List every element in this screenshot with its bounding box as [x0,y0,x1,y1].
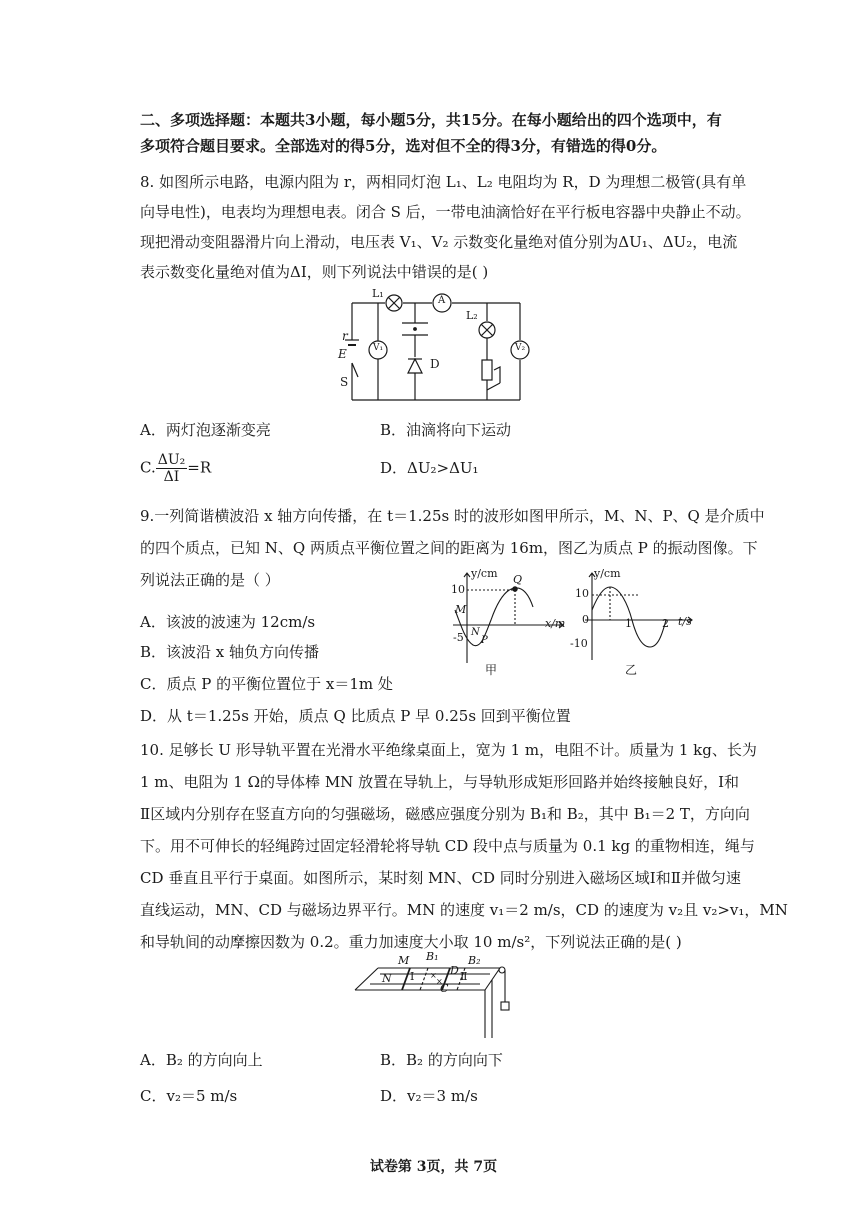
q9-line3: 列说法正确的是（ ） [140,571,280,589]
q10-label-B2: B₂ [468,954,481,967]
q10-option-b: B．B₂ 的方向向下 [380,1051,503,1069]
q9-wave-figure-jia [445,565,570,680]
q9-jia-Q: Q [513,573,523,586]
q9-jia-xlabel: x/m [545,617,566,630]
q9-option-c: C．质点 P 的平衡位置位于 x＝1m 处 [140,675,393,693]
q8-option-c [140,452,211,485]
q10-option-c: C．v₂＝5 m/s [140,1087,238,1105]
q10-option-d: D．v₂＝3 m/s [380,1087,478,1105]
q10-line1: 10. 足够长 U 形导轨平置在光滑水平绝缘桌面上，宽为 1 m，电阻不计。质量为 1 kg、长为 [140,741,757,759]
q8-line1: 8. 如图所示电路，电源内阻为 r，两相同灯泡 L₁、L₂ 电阻均为 R，D 为理想二极管(具有单 [140,173,747,191]
q8-option-c-fraction [156,452,188,485]
q10-label-M: M [398,954,410,967]
q10-option-a: A．B₂ 的方向向上 [140,1051,263,1069]
q8-label-E: E [338,347,347,361]
q9-jia-ytop: 10 [451,583,465,596]
q9-yi-t2: 2 [662,617,669,630]
q8-label-L2: L₂ [466,309,478,322]
q9-jia-ybot: -5 [453,631,464,644]
q9-vibration-figure-yi [570,565,700,680]
q9-jia-M: M [455,603,467,616]
q9-jia-N: N [471,627,480,638]
q9-yi-origin: 0 [582,613,589,626]
q10-line3: Ⅱ区域内分别存在竖直方向的匀强磁场，磁感应强度分别为 B₁和 B₂，其中 B₁＝2 T，方向向 [140,805,750,823]
q9-line1: 9.一列简谐横波沿 x 轴方向传播，在 t＝1.25s 时的波形如图甲所示，M、N、P、Q 是介质中 [140,507,765,525]
q10-label-D: D [450,964,459,977]
q9-yi-xlabel: t/s [678,615,692,628]
svg-text:×: × [436,977,443,986]
q9-yi-ylabel: y/cm [594,567,621,580]
q10-label-N: N [382,972,392,985]
q8-option-b: B．油滴将向下运动 [380,421,512,439]
q9-line2: 的四个质点，已知 N、Q 两质点平衡位置之间的距离为 16m，图乙为质点 P 的振动图像。下 [140,539,758,557]
section-heading-line1: 二、多项选择题：本题共3小题，每小题5分，共15分。在每小题给出的四个选项中，有 [140,111,722,129]
q10-rail-figure [350,950,525,1040]
q9-option-a: A．该波的波速为 12cm/s [140,613,316,631]
q10-line2: 1 m、电阻为 1 Ω的导体棒 MN 放置在导轨上，与导轨形成矩形回路并始终接触良好，Ⅰ和 [140,773,740,791]
q8-option-c-numerator: ΔU₂ [157,452,186,468]
q8-label-V1: V₁ [373,343,384,353]
q8-circuit-figure [330,285,540,405]
q10-label-C: C [440,982,449,995]
q8-option-a: A．两灯泡逐渐变亮 [140,421,271,439]
q10-label-region-I: Ⅰ [410,970,415,983]
q9-yi-caption: 乙 [625,663,638,677]
q8-label-L1: L₁ [372,287,384,300]
q8-label-r: r [342,329,348,343]
q8-label-D: D [430,357,440,371]
page-footer: 试卷第 3页，共 7页 [369,1159,498,1175]
q8-line2: 向导电性)，电表均为理想电表。闭合 S 后，一带电油滴恰好在平行板电容器中央静止不动。 [140,203,751,221]
q8-option-c-prefix: C. [140,458,156,477]
q9-option-d: D．从 t＝1.25s 开始，质点 Q 比质点 P 早 0.25s 回到平衡位置 [140,707,571,725]
section-heading-line2: 多项符合题目要求。全部选对的得5分，选对但不全的得3分，有错选的得0分。 [140,137,667,155]
q9-yi-ybot: -10 [570,637,588,650]
q9-jia-ylabel: y/cm [471,567,498,580]
q8-option-d: D．ΔU₂>ΔU₁ [380,459,479,477]
q9-jia-caption: 甲 [485,663,498,677]
q10-label-B1: B₁ [426,950,439,963]
q9-jia-P: P [481,635,488,646]
q9-yi-ytop: 10 [575,587,589,600]
q8-label-A: A [438,295,446,306]
q9-option-b: B．该波沿 x 轴负方向传播 [140,643,320,661]
q10-line5: CD 垂直且平行于桌面。如图所示，某时刻 MN、CD 同时分别进入磁场区域Ⅰ和Ⅱ并做匀速 [140,869,741,887]
q8-option-c-denominator: ΔI [163,469,180,485]
svg-text:×: × [430,971,437,980]
q10-line6: 直线运动，MN、CD 与磁场边界平行。MN 的速度 v₁＝2 m/s，CD 的速度为 v₂且 v₂>v₁，MN [140,901,788,919]
q8-option-c-suffix: =R [187,458,212,477]
q8-label-S: S [340,375,349,389]
q8-line4: 表示数变化量绝对值为ΔI，则下列说法中错误的是( ) [140,263,489,281]
q10-line7: 和导轨间的动摩擦因数为 0.2。重力加速度大小取 10 m/s²，下列说法正确的是( ) [140,933,682,951]
q10-label-region-II: Ⅱ [460,970,468,983]
q10-line4: 下。用不可伸长的轻绳跨过固定轻滑轮将导轨 CD 段中点与质量为 0.1 kg 的重物相连，绳与 [140,837,755,855]
q8-line3: 现把滑动变阻器滑片向上滑动，电压表 V₁、V₂ 示数变化量绝对值分别为ΔU₁、ΔU₂，电流 [140,233,738,251]
q9-yi-t1: 1 [625,617,632,630]
q8-label-V2: V₂ [515,343,526,353]
